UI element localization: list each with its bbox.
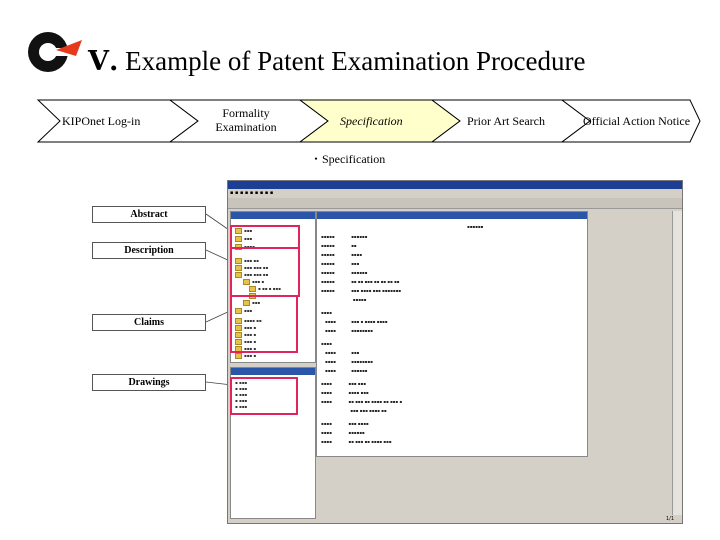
- page-title: Ⅴ. Example of Patent Examination Procedure: [88, 46, 586, 77]
- highlight-claims: [230, 295, 298, 353]
- drawings-list-pane: ▪ ▪▪▪ ▪ ▪▪▪ ▪ ▪▪▪ ▪ ▪▪▪ ▪ ▪▪▪: [230, 367, 316, 519]
- window-toolbar: [228, 198, 682, 209]
- highlight-abstract: [230, 225, 300, 249]
- document-tree-pane: ▪▪▪ ▪▪▪ ▪▪▪▪ ▪▪▪ ▪▪ ▪▪▪ ▪▪▪ ▪▪ ▪▪▪ ▪▪▪ ▪▪ ▪▪▪ ▪ ▪ ▪▪ ▪ ▪▪▪ ▪ ▪▪ ▪ ▪▪▪ ▪▪▪ ▪▪▪ ▪▪▪▪ ▪▪ ▪▪▪ ▪ ▪▪▪ ▪ ▪▪▪ ▪ ▪▪▪ ▪ ▪▪▪ ▪: [230, 211, 316, 363]
- window-menubar: ▪ ▪ ▪ ▪ ▪ ▪ ▪ ▪ ▪: [230, 190, 274, 196]
- callout-claims: Claims: [92, 314, 206, 331]
- flow-step-prior-art: Prior Art Search: [467, 114, 545, 128]
- flow-step-login: KIPOnet Log-in: [62, 114, 141, 128]
- highlight-drawings: [230, 377, 298, 415]
- process-flow: [0, 0, 720, 160]
- section-caption: ・Specification: [310, 152, 386, 166]
- status-page: 1/1: [665, 516, 674, 522]
- flow-step-specification: Specification: [340, 114, 403, 128]
- flow-step-official-action: Official Action Notice: [583, 114, 691, 128]
- window-titlebar: [228, 181, 682, 189]
- highlight-description: [230, 247, 300, 297]
- document-content-pane: ▪▪▪▪▪▪ ▪▪▪▪▪ ▪▪▪▪▪▪ ▪▪▪▪▪ ▪▪ ▪▪▪▪▪ ▪▪▪▪ ▪▪▪▪▪ ▪▪▪ ▪▪▪▪▪ ▪▪▪▪▪▪ ▪▪▪▪▪ ▪▪ ▪▪ ▪▪▪ ▪▪ ▪▪ ▪▪ ▪▪ ▪▪▪▪▪ ▪▪▪ ▪▪▪▪ ▪▪▪ ▪▪▪▪▪▪▪ ▪▪▪▪▪ ▪▪▪▪ ▪▪▪▪ ▪▪▪ ▪ ▪▪▪▪ ▪▪▪▪ ▪▪▪▪ ▪▪▪▪▪▪▪▪ ▪▪▪▪ ▪▪▪▪ ▪▪▪ ▪▪▪▪ ▪▪▪▪▪▪▪▪ ▪▪▪▪ ▪▪▪▪▪▪ ▪▪▪▪ ▪▪▪ ▪▪▪ ▪▪▪▪ ▪▪▪▪ ▪▪▪ ▪▪▪▪ ▪▪ ▪▪▪ ▪▪ ▪▪▪▪ ▪▪ ▪▪▪ ▪ ▪▪▪ ▪▪▪ ▪▪▪▪ ▪▪ ▪▪▪▪ ▪▪▪ ▪▪▪▪ ▪▪▪▪ ▪▪▪▪▪▪ ▪▪▪▪ ▪▪ ▪▪▪ ▪▪ ▪▪▪▪ ▪▪▪: [316, 211, 588, 457]
- callout-drawings: Drawings: [92, 374, 206, 391]
- callout-abstract: Abstract: [92, 206, 206, 223]
- callout-description: Description: [92, 242, 206, 259]
- window-scrollbar[interactable]: [672, 211, 682, 515]
- flow-step-formality: Formality Examination: [215, 106, 277, 134]
- patent-viewer-window: [227, 180, 683, 524]
